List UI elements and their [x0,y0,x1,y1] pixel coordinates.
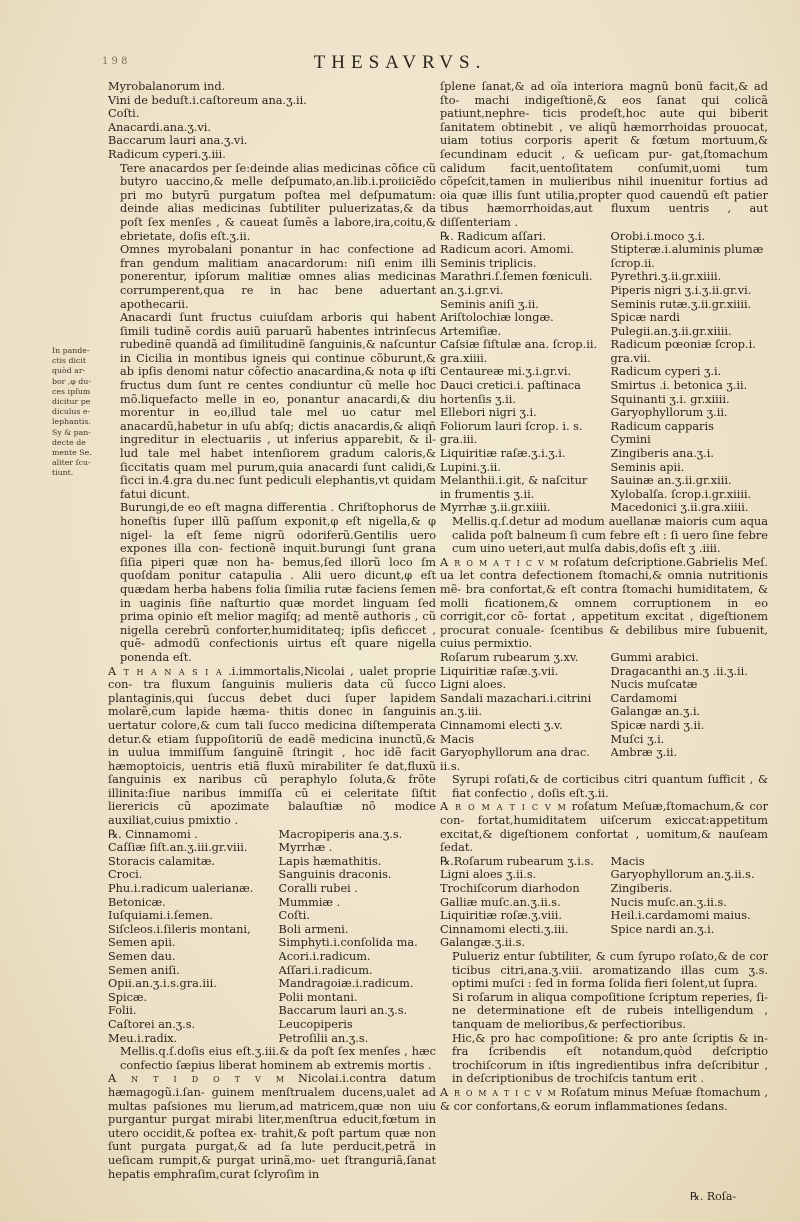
ingredient: Leucopiperis [278,1017,353,1031]
ingredient: Gummi arabici. [610,650,699,664]
section-heading: A r o m a t i c v m [440,800,567,814]
margin-line: aliter ſcu- [52,458,91,468]
ingredient: Galliæ muſc.an.ʒ.ii.s. [440,895,561,909]
ingredient: Spicæ nardi [610,311,680,325]
ingredient: Lapis hæmathitis. [278,854,382,868]
ingredient: Nucis muſcatæ [610,678,698,692]
section-heading: A r o m a t i c v m [440,555,560,569]
ingredient: ℞. Radicum aſſari. [440,229,546,243]
ingredient: Phu.i.radicum ualerianæ. [108,882,254,896]
ingredient: Galangæ.ʒ.ii.s. [440,936,525,950]
ingredient: Polii montani. [278,990,358,1004]
margin-line: mente Se. [52,448,92,458]
paragraph: Omnes myrobalani ponantur in hac confectione ad fran gendum malitiam anacardorum: niſi enim illi ponerentur, ipſorum malitiæ omnes alias medicinas corrumperent,qua re in hac bene aduertant apothecarii. [120,243,436,311]
ingredient: Liquiritiæ raſæ.ʒ.vii. [440,664,559,678]
ingredient: Cardamomi [610,691,678,705]
ingredient: Garyophyllorum an.ʒ.ii.s. [610,868,755,882]
ingredient: Liquiritiæ roſæ.ʒ.viii. [440,909,562,923]
paragraph-text: Roſatum minus Meſuæ ſtomachum , & cor confortans,& eorum inflammationes ſedans. [440,1085,768,1113]
ingredient: Mandragoiæ.i.radicum. [278,977,414,991]
paragraph: Mellis.q.ſ.detur ad modum auellanæ maioris cum aqua calida poſt balneum ſi cum febre eſt : ſi uero ſine febre cum uino ueteri,aut mulſa dabis,doſis eſt ʒ .iiii. [452,515,768,556]
margin-line: quòd ar- [52,366,86,376]
ingredient: Foliorum lauri ſcrop. i. s. [440,419,583,433]
ingredient: ℞.Roſarum rubearum ʒ.i.s. [440,854,594,868]
ingredient: Myrrhæ ʒ.ii.gr.xiiii. [440,501,551,515]
ingredient: gra.vii. [610,351,651,365]
ingredient: Squinanti ʒ.i. gr.xiiii. [610,392,730,406]
ingredient: Lupini.ʒ.ii. [440,460,501,474]
margin-line: diculus e- [52,407,91,417]
ingredient: Garyophyllorum ana drac. [440,746,590,760]
ingredient: in frumentis ʒ.ii. [440,487,535,501]
paragraph-text: Nicolai.i.contra datum hæmagogũ.i.ſan- guinem menſtrualem ducens,ualet ad multas paſsiones mu lierum,ad matricem,quæ non uiu purgantur purgat mirabi liter,menſtrua educit,fœtum in utero occidit,& poſtea ex- trahit,& poſt partum quæ non ſunt purgata purgat,& ad ſa lute perducit,petrã in ueſicam rumpit,& purgat urinã,mo- uet ſtranguriã,ſanat hepatis emphraſim,curat ſclyroſim in [108,1072,436,1181]
paragraph: Mellis.q.ſ.doſis eius eſt.ʒ.iii.& da poſt ſex menſes , hæc confectio ſæpius liberat hominem ab extremis mortis . [120,1045,436,1072]
ingredient [611,936,768,950]
paragraph-text: .i.immortalis,Nicolai , ualet proprie con- tra fluxum ſanguinis mulieris data cũ ſucco plantaginis,qui ſuccus debet duci ſuper lapidem molarẽ,cum lapide hæma- thitis donec in ſanguinis uertatur colore,& cum tali ſucco medicina diſtemperata detur.& etiam ſuppoſitoriũ de eadẽ medicina inunctũ,& in uulua immiſſum ſanguinẽ ſtringit , hoc idẽ facit hæmoptoicis, uentris etiã fluxũ mirabiliter ſe dat,fluxũ ſanguinis ex naribus cũ peraphylo ſoluta,& frõte illinita:ſiue naribus immiſſa cũ ei celeritate ſiſtit lierericis cũ apozimate balauſtiæ nõ modice auxiliat,cuius pmixtio . [108,664,436,828]
recipe-table [108,828,436,1046]
margin-line: decte de [52,437,86,447]
ingredient: Caſsiæ ſiſtulæ ana. ſcrop.ii. [440,338,598,352]
ingredient: Galangæ an.ʒ.i. [610,705,701,719]
ingredient: Zingiberis ana.ʒ.i. [610,447,714,461]
recipe-line: Vini de beduſt.i.caſtoreum ana.ʒ.ii. [108,93,307,107]
ingredient: Petroſilii an.ʒ.s. [278,1031,369,1045]
paragraph [108,1072,436,1181]
paragraph-text: roſatum deſcriptione.Gabrielis Meſ. ua let contra defectionem ſtomachi,& omnia nutritionis mẽ- bra confortat,& eſt contra ſtomachi humiditatem, & molli ficationem,& omnem corruptionem in eo corrigit,cor cõ- fortat , appetitum excitat , digeſtionem procurat conuale- ſcentibus & debilibus mire ſubuenit, cuius permixtio. [440,555,768,651]
paragraph [440,556,768,651]
ingredient: Spicæ nardi ʒ.ii. [610,718,705,732]
ingredient: Heil.i.cardamomi maius. [610,909,751,923]
ingredient: Pulegii.an.ʒ.ii.gr.xiiii. [610,324,732,338]
recipe-table [440,855,768,950]
ingredient: Myrrhæ . [278,841,333,855]
page-number: 1 9 8 [102,56,128,67]
ingredient: Aſſari.i.radicum. [278,963,373,977]
ingredient: an.ʒ.iii. [440,705,482,719]
ingredient: Baccarum lauri an.ʒ.s. [278,1004,408,1018]
ingredient: gra.iii. [440,433,478,447]
ingredient: Sauinæ an.ʒ.ii.gr.xiii. [610,474,732,488]
ingredient: Cinnamomi electi.ʒ.iii. [440,922,569,936]
ingredient: Spice nardi an.ʒ.i. [610,922,715,936]
ingredient: Coralli rubei . [278,882,358,896]
ingredient: Caſſiæ ſiſt.an.ʒ.iii.gr.viii. [108,841,248,855]
ingredient: Pyrethri.ʒ.ii.gr.xiiii. [610,270,722,284]
ingredient: Radicum cyperi ʒ.i. [610,365,722,379]
ingredient: Zingiberis. [610,882,673,896]
recipe-line: Baccarum lauri ana.ʒ.vi. [108,134,248,148]
recipe-table [440,230,768,515]
paragraph: Pulueriz entur ſubtiliter, & cum ſyrupo roſato,& de cor ticibus citri,ana.ʒ.viii. aromatizando illas cum ʒ.s. optimi muſci : ſed in forma ſolida fieri ſolent,ut ſupra. [452,950,768,991]
ingredient: Simphyti.i.conſolida ma. [278,936,418,950]
ingredient: Dragacanthi an.ʒ .ii.ʒ.ii. [610,664,748,678]
recipe-line: Anacardi.ana.ʒ.vi. [108,120,211,134]
ingredient: Piperis nigri ʒ.i.ʒ.ii.gr.vi. [610,283,752,297]
left-column [108,80,436,1181]
ingredient: Trochiſcorum diarhodon [440,882,580,896]
ingredient: Croci. [108,868,143,882]
ingredient: Nucis muſc.an.ʒ.ii.s. [610,895,727,909]
ingredient: gra.xiiii. [440,351,488,365]
ingredient: Cymini [610,433,651,447]
margin-line: In pande- [52,346,90,355]
ingredient: Dauci cretici.i. paſtinaca [440,379,581,393]
ingredient: Radicum acori. Amomi. [440,243,574,257]
ingredient: Semen apii. [108,936,176,950]
ingredient: Seminis triplicis. [440,256,537,270]
ingredient: Ambræ ʒ.ii. [610,746,678,760]
recipe-line: Myrobalanorum ind. [108,80,226,93]
paragraph [440,800,768,854]
ingredient: Melanthii.i.git, & naſcitur [440,474,588,488]
paragraph [440,1086,768,1113]
ingredient: Stipteræ.i.aluminis plumæ [610,243,764,257]
ingredient: Storacis calamitæ. [108,854,216,868]
ingredient: Xylobalſa. ſcrop.i.gr.xiiii. [610,487,752,501]
paragraph: ſplene ſanat,& ad oĩa interiora magnũ bonũ facit,& ad ſto- machi indigeſtionẽ,& eos ſanat qui colicã patiunt,nephre- ticis prodeſt,hoc aute qui biberit ſanitatem obtinebit , ve aliqũ hæmorrhoidas prouocat, uiam totius corporis aperit & fœtum mortuum,& ſecundinam educit , & ueſicam pur- gat,ſtomachum calidum facit,uentoſitatem conſumit,uomi tum cõpeſcit,tamen in mulieribus nihil inuenitur fortius ad oia quæ illis ſunt utilia,propter quod cauendũ eſt patier tibus hæmorrhoidas,aut fluxum uentris , aut diſſenteriam . [440,80,768,229]
paragraph: Syrupi roſati,& de corticibus citri quantum ſufficit , & fiat confectio , doſis eſt.ʒ.ii. [452,773,768,800]
margin-line: lephantis. [52,417,91,427]
margin-line: dicitur pe [52,397,91,407]
ingredient: Opii.an.ʒ.i.s.gra.iii. [108,977,217,991]
ingredient: Liquiritiæ raſæ.ʒ.i.ʒ.i. [440,447,566,461]
ingredient: ii.s. [440,759,461,773]
ingredient: Ligni aloes ʒ.ii.s. [440,868,537,882]
ingredient: Garyophyllorum ʒ.ii. [610,406,728,420]
ingredient: Roſarum rubearum ʒ.xv. [440,650,579,664]
ingredient: ℞. Cinnamomi . [108,827,198,841]
ingredient: Iuſquiami.i.ſemen. [108,909,214,923]
ingredient: Spicæ. [108,990,148,1004]
ingredient: Seminis apii. [610,460,685,474]
ingredient [611,760,768,774]
recipe-line: Radicum cyperi.ʒ.iii. [108,147,226,161]
ingredient: Semen dau. [108,950,176,963]
ingredient: hortenſis ʒ.ii. [440,392,516,406]
page-header [0,52,800,76]
paragraph-text: roſatum Meſuæ,ſtomachum,& cor con- fortat,humiditatem uiſcerum exiccat:appetitum excitat,& digeſtionem confortat , uomitum,& nauſeam ſedat. [440,800,768,855]
ingredient: Centaureæ mi.ʒ.i.gr.vi. [440,365,572,379]
ingredient: Meu.i.radix. [108,1031,178,1045]
ingredient: Mummiæ . [278,895,341,909]
paragraph: Anacardi ſunt fructus cuiuſdam arboris qui habent ſimili tudinẽ cordis auiũ paruarũ habentes intrinſecus rubedinẽ quandã ad ſimilitudinẽ ſanguinis,& naſcuntur in Cicilia in montibus igneis qui continue cõburunt,& ab ipſis denomi natur cõfectio anacardina,& nota φ iſti fructus dum ſunt re centes condiuntur cũ melle hoc mõ.liquefacto melle in eo, ponantur anacardi,& diu morentur in eo,illud tale mel uo catur mel anacardũ,habetur in uſu abſq; dictis anacardis,& aliqñ ingreditur in electuariis , ut inferius apparebit, & il- lud tale mel habet intenſiorem gradum caloris,& ſiccitatis quam mel purum,quia anacardi ſunt calidi,& ſicci in.4.gra du.nec ſunt pediculi elephantis,vt quidam fatui dicunt. [120,311,436,501]
ingredient: Sandali mazachari.i.citrini [440,691,592,705]
paragraph: Burungi,de eo eſt magna differentia . Chriſtophorus de honeſtis ſuper illũ paſſum exponit,φ eſt nigella,& φ nigel- la eſt ſeme nigrũ odoriferũ.Gentilis uero expones illa con- fectionẽ inquit.burungi ſunt grana ſiſia piperi quæ non ha- bemus,ſed illorũ loco ſm quoſdam ponitur catapulia . Alii uero dicunt,φ eſt quædam herba habens folia ſimilia rutæ faciens ſemen in uaginis ſiñe naſturtio quæ mordet linguam ſed prima opinio eſt melior magiſq; ad mentẽ authoris , cũ nigella cerebrũ conforter,humiditateq; ipſis deficcet , quẽ- admodũ confectionis uirtus eſt quare nigella ponenda eſt. [120,501,436,664]
margin-line: ces ipſum [52,386,91,396]
ingredient: Siſcleos.i.ſileris montani, [108,922,251,936]
paragraph: Hic,& pro hac compoſitione: & pro ante ſcriptis & in- fra ſcribendis eſt notandum,quòd deſcriptio trochiſcorum in iſtis ingredientibus infra deſcribitur , in deſcriptionibus de trochiſcis tantum erit . [452,1031,768,1086]
ingredient: Macis [440,732,475,746]
right-column [440,80,768,1113]
recipe-table [440,651,768,773]
ingredient: Boli armeni. [278,922,349,936]
margin-line: tiunt. [52,468,74,478]
running-title: THESAVRVS. [313,52,487,73]
ingredient: Seminis aniſi ʒ.ii. [440,297,539,311]
ingredient: Artemiſiæ. [440,324,502,338]
section-heading: A r o m a t i c v m [440,1085,557,1099]
ingredient: Macropiperis ana.ʒ.s. [278,827,403,841]
ingredient: Betonicæ. [108,895,166,909]
ingredient: ſcrop.ii. [610,256,655,270]
ingredient: Seminis rutæ.ʒ.ii.gr.xiiii. [610,297,752,311]
ingredient: Cinnamomi electi ʒ.v. [440,718,563,732]
ingredient: Marathri.ſ.ſemen fœniculi. [440,270,593,284]
ingredient: Ligni aloes. [440,678,507,692]
ingredient: Caſtorei an.ʒ.s. [108,1017,196,1031]
ingredient: Smirtus .i. betonica ʒ.ii. [610,379,748,393]
margin-line: bor ,φ du- [52,376,91,386]
catchword: ℞. Roſa- [690,1190,737,1203]
ingredient: Muſci ʒ.i. [610,732,665,746]
recipe-line: Coſti. [108,107,140,121]
paragraph: Tere anacardos per ſe:deinde alias medicinas cõfice cũ butyro uaccino,& melle deſpumato,an.lib.i.proiiciẽdo pri mo butyrũ purgatum poſtea mel deſpumatum: deinde alias medicinas ſubtiliter puluerizatas,& da poſt ſex menſes , & caueat ſumẽs a labore,ira,coitu,& ebrietate, doſis eſt.ʒ.ii. [120,161,436,243]
margin-line: ctis dicit [52,356,86,366]
margin-note [52,346,106,479]
ingredient: Ariſtolochiæ longæ. [440,311,554,325]
ingredient: Orobi.i.moco ʒ.i. [610,229,706,243]
paragraph: Si roſarum in aliqua compoſitione ſcriptum reperies, ſi- ne determinatione eſt de rubeis intelligendum , tanquam de melioribus,& perfectioribus. [452,990,768,1031]
ingredient: an.ʒ.i.gr.vi. [440,283,504,297]
ingredient: Radicum pœoniæ ſcrop.i. [610,338,756,352]
ingredient: Semen aniſi. [108,963,180,977]
ingredient: Radicum capparis [610,419,714,433]
ingredient: Acori.i.radicum. [278,950,371,963]
ingredient: Coſti. [278,909,310,923]
section-heading: A t h a n a s i a [108,664,223,678]
ingredient: Macedonici ʒ.ii.gra.xiiii. [610,501,749,515]
section-heading: A n t i d o t v m [108,1072,286,1086]
margin-line: Sy & pan- [52,427,91,437]
paragraph [108,665,436,828]
ingredient: Folii. [108,1004,137,1018]
ingredient: Sanguinis draconis. [278,868,392,882]
ingredient: Ellebori nigri ʒ.i. [440,406,537,420]
ingredient: Macis [610,854,645,868]
